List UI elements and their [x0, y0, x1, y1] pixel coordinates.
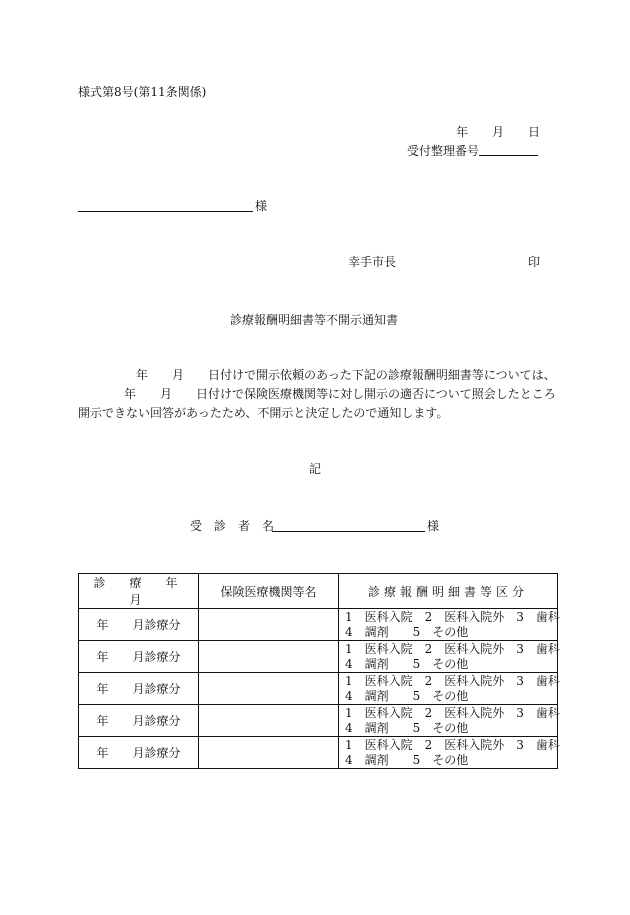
- category-line-2: 4 調剤 5 その他: [345, 688, 469, 703]
- patient-name-field[interactable]: [272, 531, 425, 532]
- category-cell[interactable]: [339, 705, 558, 737]
- notice-body: [78, 366, 558, 423]
- category-line-1: 1 医科入院 2 医科入院外 3 歯科: [345, 673, 560, 688]
- treatment-month-cell[interactable]: 年 月診療分: [79, 641, 199, 673]
- table-row: [79, 673, 558, 705]
- notice-body-line-2: 年 月 日付けで保険医療機関等に対し開示の適否について照会したところ: [124, 387, 556, 401]
- category-line-1: 1 医科入院 2 医科入院外 3 歯科: [345, 705, 560, 720]
- form-number: 様式第8号(第11条関係): [78, 85, 207, 99]
- addressee-suffix: 様: [255, 199, 268, 213]
- treatment-month-cell[interactable]: 年 月診療分: [79, 737, 199, 769]
- header-institution: 保険医療機関等名: [199, 574, 339, 609]
- table-row: [79, 609, 558, 641]
- category-cell[interactable]: [339, 673, 558, 705]
- notice-body-line-1: 年 月 日付けで開示依頼のあった下記の診療報酬明細書等については、: [136, 368, 556, 382]
- category-line-2: 4 調剤 5 その他: [345, 656, 469, 671]
- header-category: 診療報酬明細書等区分: [339, 574, 558, 609]
- notice-body-line-3: 開示できない回答があったため、不開示と決定したので通知します。: [78, 406, 449, 420]
- institution-cell[interactable]: [199, 641, 339, 673]
- category-cell[interactable]: [339, 641, 558, 673]
- seal-mark: 印: [528, 255, 541, 269]
- category-cell[interactable]: [339, 737, 558, 769]
- category-line-2: 4 調剤 5 その他: [345, 624, 469, 639]
- table-row: [79, 641, 558, 673]
- institution-cell[interactable]: [199, 673, 339, 705]
- reception-number-field[interactable]: [479, 155, 538, 156]
- category-cell[interactable]: [339, 609, 558, 641]
- institution-cell[interactable]: [199, 609, 339, 641]
- category-line-1: 1 医科入院 2 医科入院外 3 歯科: [345, 609, 560, 624]
- reception-number-label: 受付整理番号: [407, 144, 480, 158]
- treatment-table: [78, 573, 558, 769]
- treatment-month-cell[interactable]: 年 月診療分: [79, 673, 199, 705]
- category-line-1: 1 医科入院 2 医科入院外 3 歯科: [345, 641, 560, 656]
- category-line-2: 4 調剤 5 その他: [345, 752, 469, 767]
- treatment-month-cell[interactable]: 年 月診療分: [79, 705, 199, 737]
- ki-heading: 記: [309, 462, 322, 476]
- header-treatment-month: 診 療 年 月: [79, 574, 199, 609]
- date-month-label: 月: [492, 125, 505, 139]
- category-line-1: 1 医科入院 2 医科入院外 3 歯科: [345, 737, 560, 752]
- institution-cell[interactable]: [199, 705, 339, 737]
- institution-cell[interactable]: [199, 737, 339, 769]
- issuer-name: 幸手市長: [348, 255, 397, 269]
- date-day-label: 日: [528, 125, 541, 139]
- treatment-month-cell[interactable]: 年 月診療分: [79, 609, 199, 641]
- table-row: [79, 737, 558, 769]
- category-line-2: 4 調剤 5 その他: [345, 720, 469, 735]
- date-year-label: 年: [456, 125, 469, 139]
- table-row: [79, 705, 558, 737]
- table-header-row: [79, 574, 558, 609]
- patient-name-label: 受 診 者 名: [190, 519, 275, 533]
- document-title: 診療報酬明細書等不開示通知書: [230, 313, 399, 327]
- patient-name-suffix: 様: [427, 519, 440, 533]
- addressee-name-field[interactable]: [78, 211, 253, 212]
